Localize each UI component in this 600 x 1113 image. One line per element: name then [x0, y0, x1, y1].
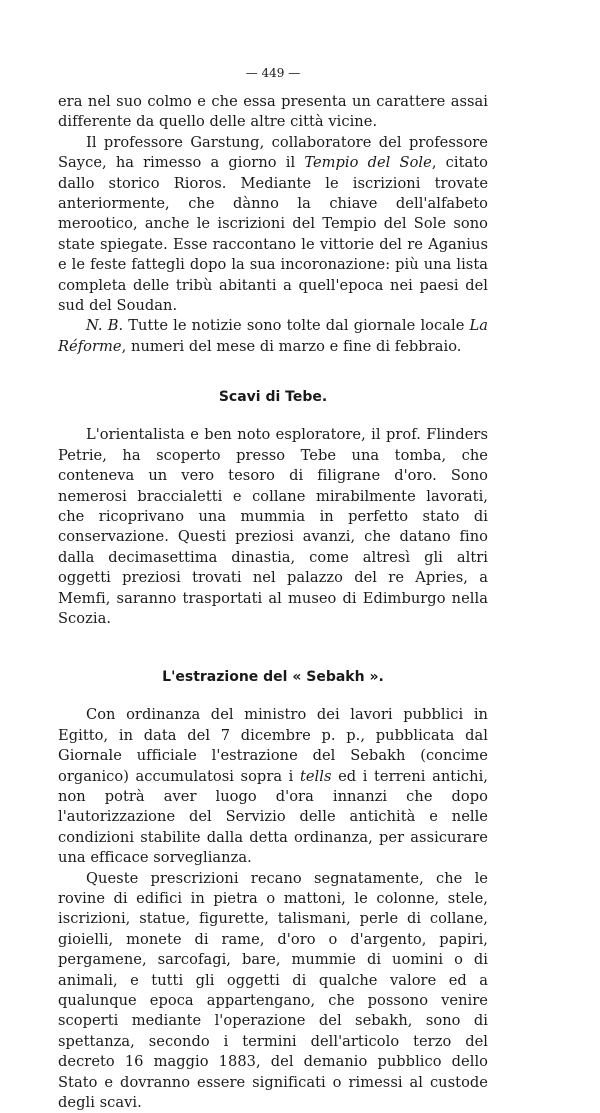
intro-paragraph: era nel suo colmo e che essa presenta un carattere assai differente da quello delle altre città vicine.	[58, 93, 488, 131]
section-heading-sebakh: L'estrazione del « Sebakh ».	[162, 669, 384, 686]
note-paragraph	[58, 316, 488, 357]
sebakh-paragraph-1	[58, 705, 488, 868]
note-text-1: Tutte le notizie sono tolte dal giornale locale	[123, 317, 470, 335]
page-number: — 449 —	[245, 66, 301, 80]
document-page	[58, 64, 488, 1113]
tebe-paragraph: L'orientalista e ben noto esploratore, il prof. Flinders Petrie, ha scoperto presso Tebe una tomba, che conteneva un vero tesoro di filigrane d'oro. Sono nemerosi braccialetti e collane mirabilmente lavorati, che ricoprivano una mummia in perfetto stato di conservazione. Questi preziosi avanzi, che datano fino dalla decimasettima dinastia, come altresì gli altri oggetti preziosi trovati nel palazzo del re Apries, a Memfi, saranno trasportati al museo di Edimburgo nella Scozia.	[58, 426, 488, 627]
note-text-2: , numeri del mese di marzo e fine di febbraio.	[121, 337, 462, 355]
tells-term: tells	[299, 767, 332, 785]
sebakh-p1-text-2: ed i terreni antichi, non potrà aver luogo d'ora innanzi che dopo l'autorizzazione del Servizio delle antichità e nelle condizioni stabilite dalla detta ordinanza, per assicurare una efficace sorveglianza.	[58, 767, 488, 867]
section-heading-tebe: Scavi di Tebe.	[218, 389, 328, 406]
garstung-text-2: , citato dallo storico Rioros. Mediante le iscrizioni trovate anteriormente, che dànno la chiave dell'alfabeto merootico, anche le iscrizioni del Tempio del Sole sono state spiegate. Esse raccontano le vittorie del re Aganius e le feste fattegli dopo la sua incoronazione: più una lista completa delle tribù abitanti a quell'epoca nei paesi del sud del Soudan.	[58, 154, 488, 315]
sebakh-paragraph-2: Queste prescrizioni recano segnatamente, che le rovine di edifici in pietra o mattoni, le colonne, stele, iscrizioni, statue, figurette, talismani, perle di collane, gioielli, monete di rame, d'oro o d'argento, papiri, pergamene, sarcofagi, bare, mummie di uomini o di animali, e tutti gli oggetti di qualche valore ed a qualunque epoca appartengano, che possono venire scoperti mediante l'operazione del sebakh, sono di spettanza, secondo i termini dell'articolo terzo del decreto 16 maggio 1883, del demanio pubblico dello Stato e dovranno essere significati o rimessi al custode degli scavi.	[58, 869, 488, 1112]
garstung-text-1: Il professore Garstung, collaboratore del professore Sayce, ha rimesso a giorno il	[58, 133, 488, 172]
nb-label: N. B.	[86, 317, 124, 335]
tempio-del-sole-title: Tempio del Sole	[304, 154, 432, 172]
garstung-paragraph	[58, 133, 488, 317]
sebakh-p1-text-1: Con ordinanza del ministro dei lavori pubblici in Egitto, in data del 7 dicembre p. p., pubblicata dal Giornale ufficiale l'estrazione del Sebakh (concime organico) accumulatosi sopra i	[58, 706, 488, 785]
la-reforme-title: La Réforme	[58, 317, 488, 355]
